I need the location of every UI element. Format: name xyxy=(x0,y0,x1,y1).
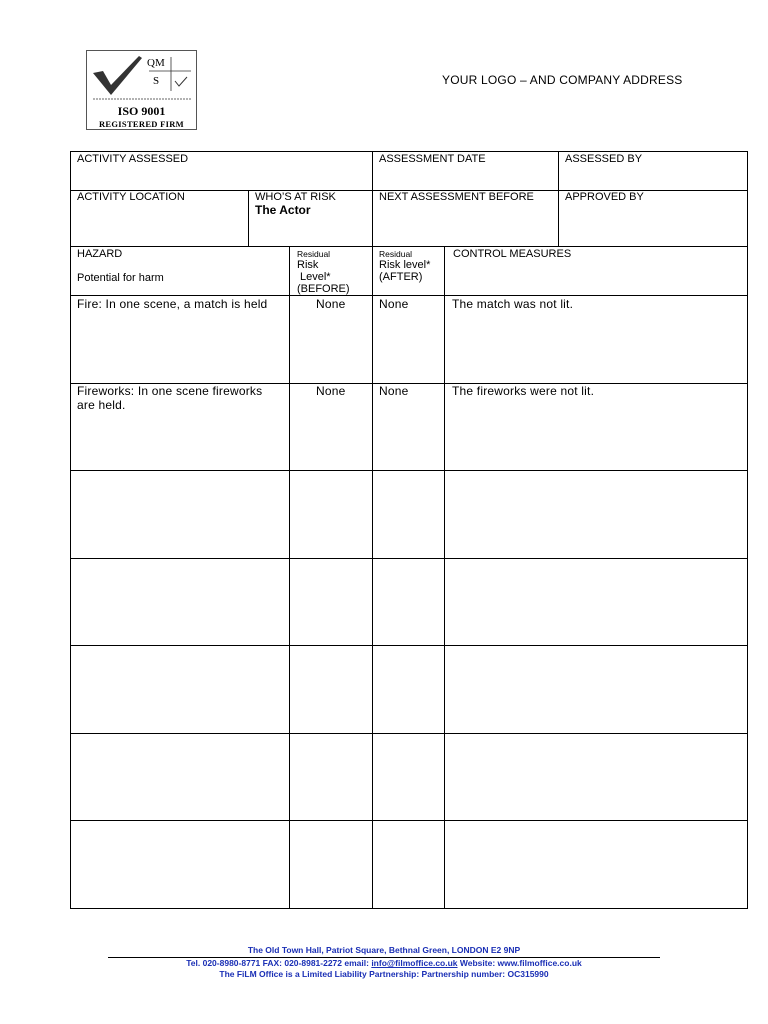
row-2-control[interactable]: The fireworks were not lit. xyxy=(452,384,595,398)
assessment-date-label: ASSESSMENT DATE xyxy=(379,153,486,165)
before-risk-header: Risk xyxy=(297,259,319,271)
assessed-by-label: ASSESSED BY xyxy=(565,153,643,165)
after-label-header: (AFTER) xyxy=(379,271,423,283)
approved-by-label: APPROVED BY xyxy=(565,191,644,203)
before-level-header: Level* xyxy=(300,271,331,283)
iso-logo xyxy=(86,50,197,130)
activity-assessed-label: ACTIVITY ASSESSED xyxy=(77,153,189,165)
before-label-header: (BEFORE) xyxy=(297,283,350,295)
whos-at-risk-value[interactable]: The Actor xyxy=(255,203,311,217)
next-assessment-label: NEXT ASSESSMENT BEFORE xyxy=(379,191,534,203)
row-2-hazard[interactable]: Fireworks: In one scene fireworks are held. xyxy=(77,384,263,412)
control-measures-header: CONTROL MEASURES xyxy=(453,248,572,260)
iso-number: ISO 9001 xyxy=(117,104,166,118)
whos-at-risk-label: WHO’S AT RISK xyxy=(255,191,336,203)
qm-mark: QM xyxy=(147,57,165,69)
footer-email-link[interactable]: info@filmoffice.co.uk xyxy=(371,958,458,968)
footer-address: The Old Town Hall, Patriot Square, Bethnal Green, LONDON E2 9NP xyxy=(247,945,521,955)
hazard-header: HAZARD xyxy=(77,248,123,260)
row-2-after[interactable]: None xyxy=(379,384,409,398)
risk-assessment-form xyxy=(70,151,748,909)
row-1-before[interactable]: None xyxy=(316,297,346,311)
row-1-control[interactable]: The match was not lit. xyxy=(452,297,574,311)
after-residual-header: Residual xyxy=(379,249,413,259)
potential-harm-header: Potential for harm xyxy=(77,272,164,284)
footer-website: Website: www.filmoffice.co.uk xyxy=(457,958,582,968)
row-1-hazard[interactable]: Fire: In one scene, a match is held xyxy=(77,297,268,311)
activity-location-label: ACTIVITY LOCATION xyxy=(77,191,185,203)
before-residual-header: Residual xyxy=(297,249,331,259)
footer-partnership: The FiLM Office is a Limited Liability Partnership: Partnership number: OC315990 xyxy=(219,969,549,979)
row-1-after[interactable]: None xyxy=(379,297,409,311)
registered-firm: REGISTERED FIRM xyxy=(98,119,185,129)
row-2-before[interactable]: None xyxy=(316,384,346,398)
s-mark: S xyxy=(153,75,160,87)
footer-contact-text: Tel. 020-8980-8771 FAX: 020-8981-2272 email: xyxy=(186,958,372,968)
after-risk-header: Risk level* xyxy=(379,259,431,271)
company-address-placeholder: YOUR LOGO – AND COMPANY ADDRESS xyxy=(442,73,683,87)
footer-contact xyxy=(108,958,660,969)
